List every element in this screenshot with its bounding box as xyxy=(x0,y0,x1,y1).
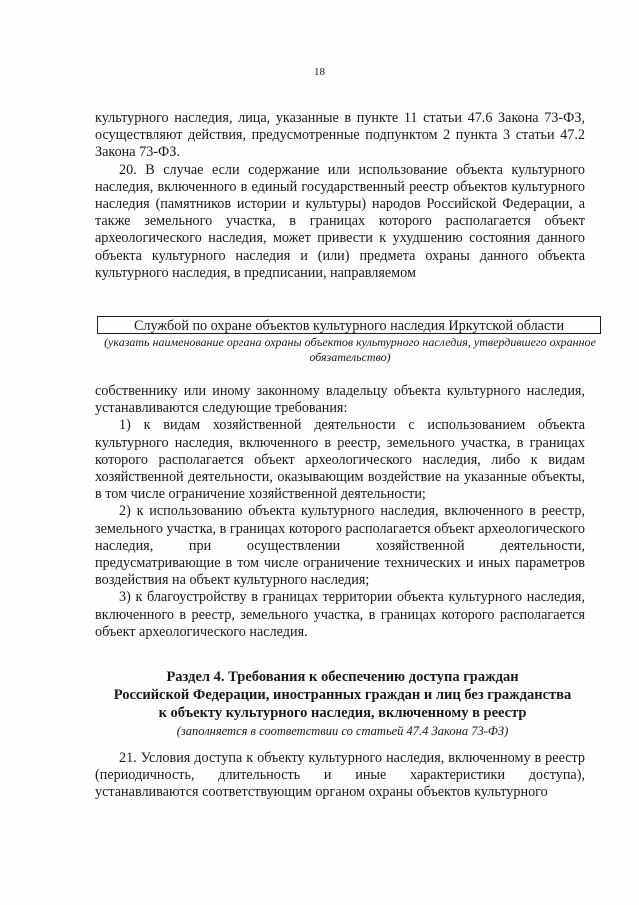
paragraph-21: 21. Условия доступа к объекту культурного наследия, включенному в реестр (периодичность, длительность и иные характеристики доступа), устанавливаются соответствующим органом охраны объектов культурного xyxy=(95,750,585,801)
section-heading-line-3: к объекту культурного наследия, включенному в реестр xyxy=(158,705,527,721)
paragraph-21-block xyxy=(95,750,585,802)
paragraph-owner: собственнику или иному законному владельцу объекта культурного наследия, устанавливаются следующие требования: xyxy=(95,383,585,417)
paragraph-20: 20. В случае если содержание или использование объекта культурного наследия, включенного в единый государственный реестр объектов культурного наследия (памятников истории и культуры) народов Российской Федерации, а также земельного участка, в границах которого располагается объект археологического наследия, может привести к ухудшению состояния данного объекта культурного наследия и (или) предмета охраны данного объекта культурного наследия, в предписании, направляемом xyxy=(95,161,585,281)
requirement-item-3: 3) к благоустройству в границах территории объекта культурного наследия, включенного в реестр, земельного участка, в границах которого располагается объект археологического наследия. xyxy=(95,589,585,640)
page-number: 18 xyxy=(314,66,325,78)
section-note: (заполняется в соответствии со статьей 47.4 Закона 73-ФЗ) xyxy=(176,724,509,738)
authority-hint: (указать наименование органа охраны объектов культурного наследия, утвердившего охранное обязательство) xyxy=(104,335,596,364)
requirement-item-2: 2) к использованию объекта культурного наследия, включенного в реестр, земельного участка, в границах которого располагается объект археологического наследия, при осуществлении хозяйственной деятельности, предусматривающие в том числе ограничение технических и иных параметров воздействия на объект культурного наследия; xyxy=(95,503,585,589)
requirements-block xyxy=(95,383,585,641)
paragraph-top xyxy=(95,110,585,282)
section-heading-line-1: Раздел 4. Требования к обеспечению доступа граждан xyxy=(166,669,519,685)
paragraph-continuation: культурного наследия, лица, указанные в пункте 11 статьи 47.6 Закона 73-ФЗ, осуществляют действия, предусмотренные подпунктом 2 пункта 3 статьи 47.2 Закона 73-ФЗ. xyxy=(95,110,585,161)
authority-name-box: Службой по охране объектов культурного наследия Иркутской области xyxy=(97,316,601,334)
section-4-heading xyxy=(95,668,590,740)
requirement-item-1: 1) к видам хозяйственной деятельности с использованием объекта культурного наследия, включенного в реестр, земельного участка, в границах которого располагается объект археологического наследия, либо к видам хозяйственной деятельности, оказывающим воздействие на указанные объекты, в том числе ограничение хозяйственной деятельности; xyxy=(95,417,585,503)
section-heading-line-2: Российской Федерации, иностранных граждан и лиц без гражданства xyxy=(113,687,572,703)
